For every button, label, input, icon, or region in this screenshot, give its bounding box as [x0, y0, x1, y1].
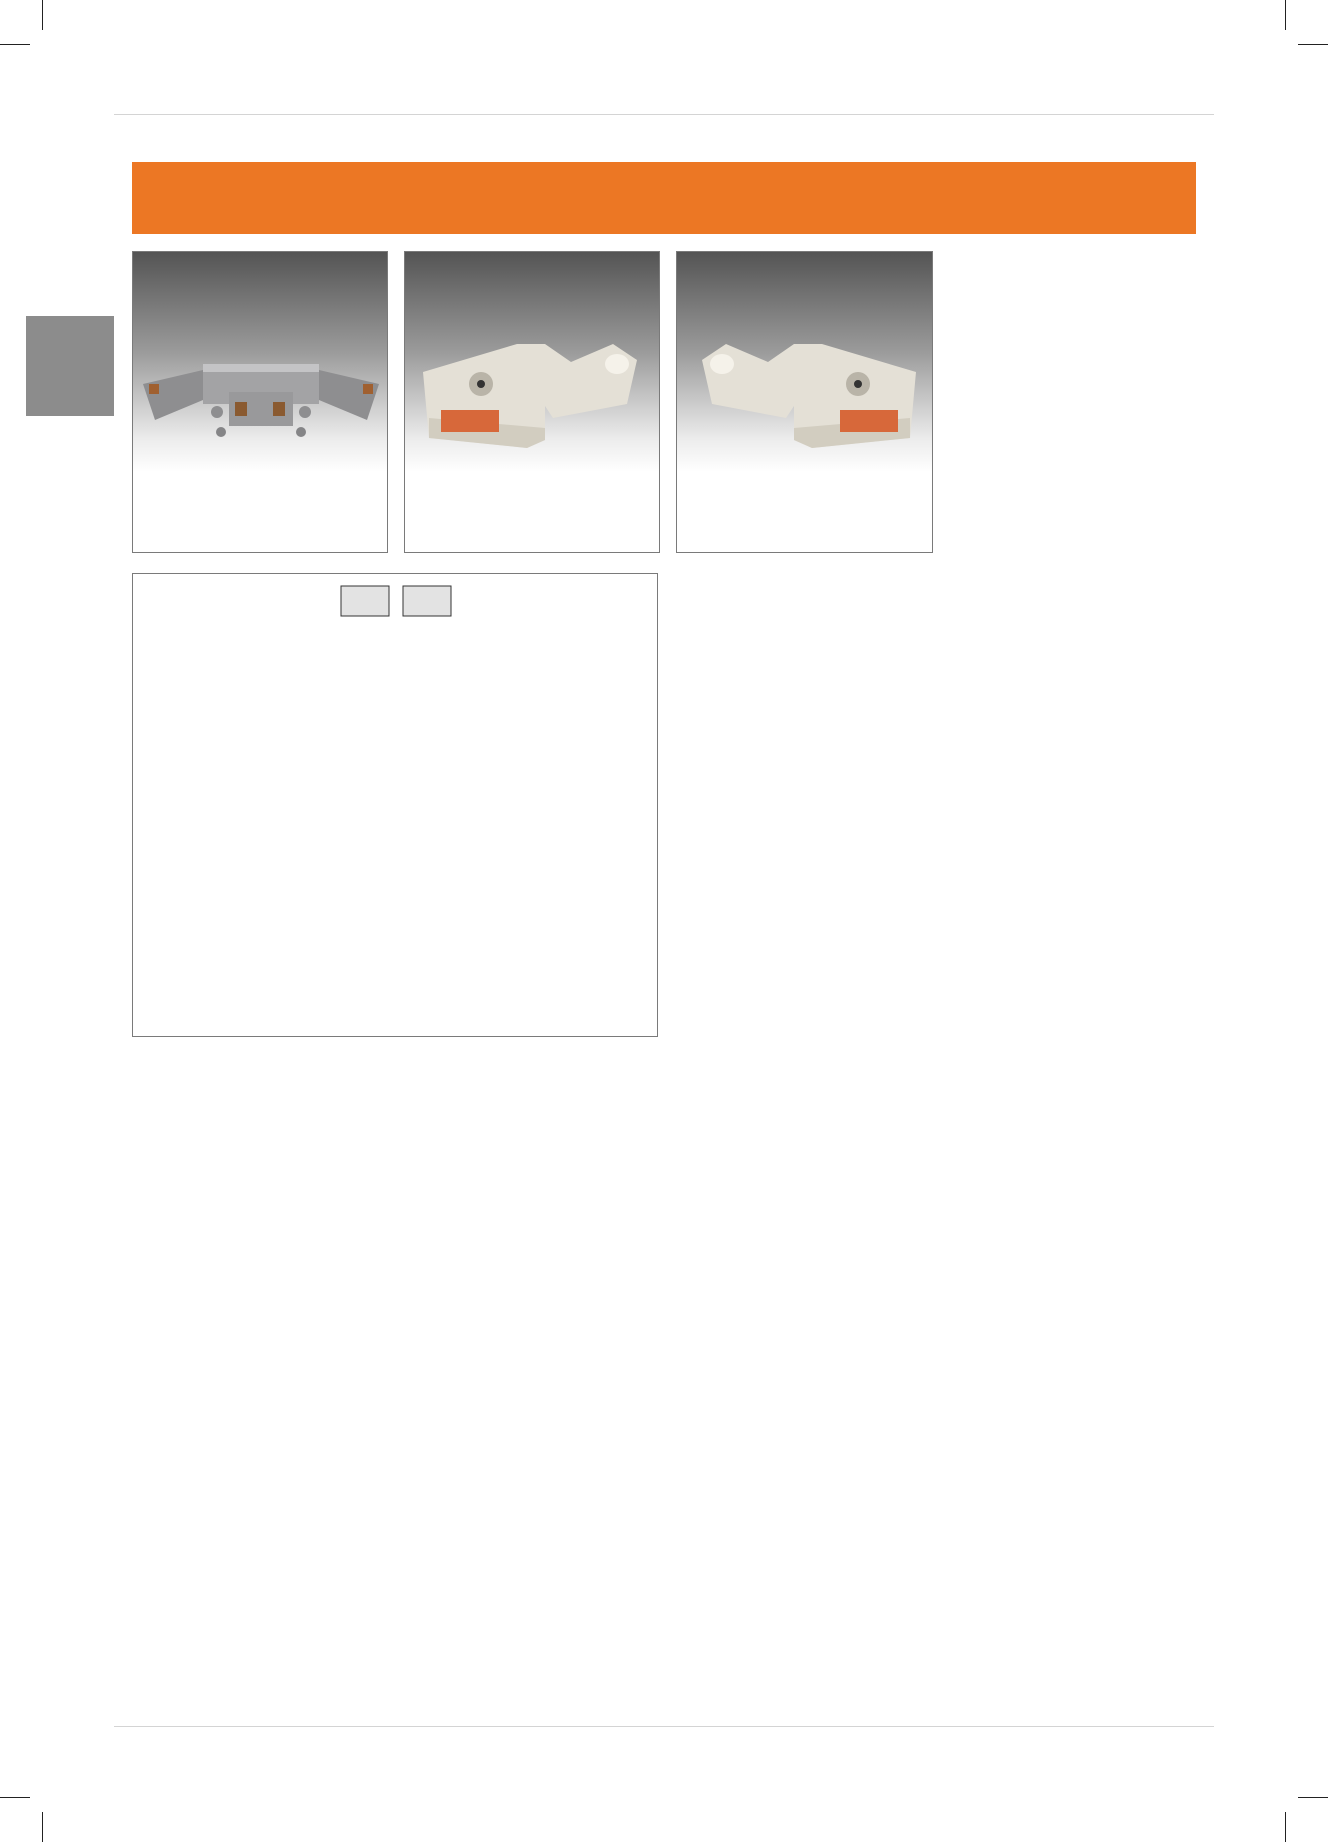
- product-photo-14075-6: [404, 251, 660, 553]
- section-tab: [26, 316, 114, 416]
- crop-mark: [1285, 1812, 1286, 1842]
- crop-mark: [1298, 44, 1328, 45]
- crop-mark: [1298, 1797, 1328, 1798]
- crop-mark: [42, 1812, 43, 1842]
- technical-drawing-14075-5: [132, 573, 658, 1037]
- header-rule: [114, 114, 1214, 115]
- bridge-contact-photo: [133, 252, 389, 472]
- crop-mark: [0, 1797, 30, 1798]
- product-photo-14075-7: [676, 251, 933, 553]
- crop-mark: [0, 44, 30, 45]
- product-photo-14075-5: [132, 251, 388, 553]
- footer-rule: [114, 1726, 1214, 1727]
- crop-mark: [1285, 0, 1286, 30]
- support-sx-photo: [405, 252, 661, 472]
- title-banner: [132, 162, 1196, 234]
- support-dx-photo: [677, 252, 934, 472]
- bridge-front-view: [133, 574, 659, 1038]
- crop-mark: [42, 0, 43, 30]
